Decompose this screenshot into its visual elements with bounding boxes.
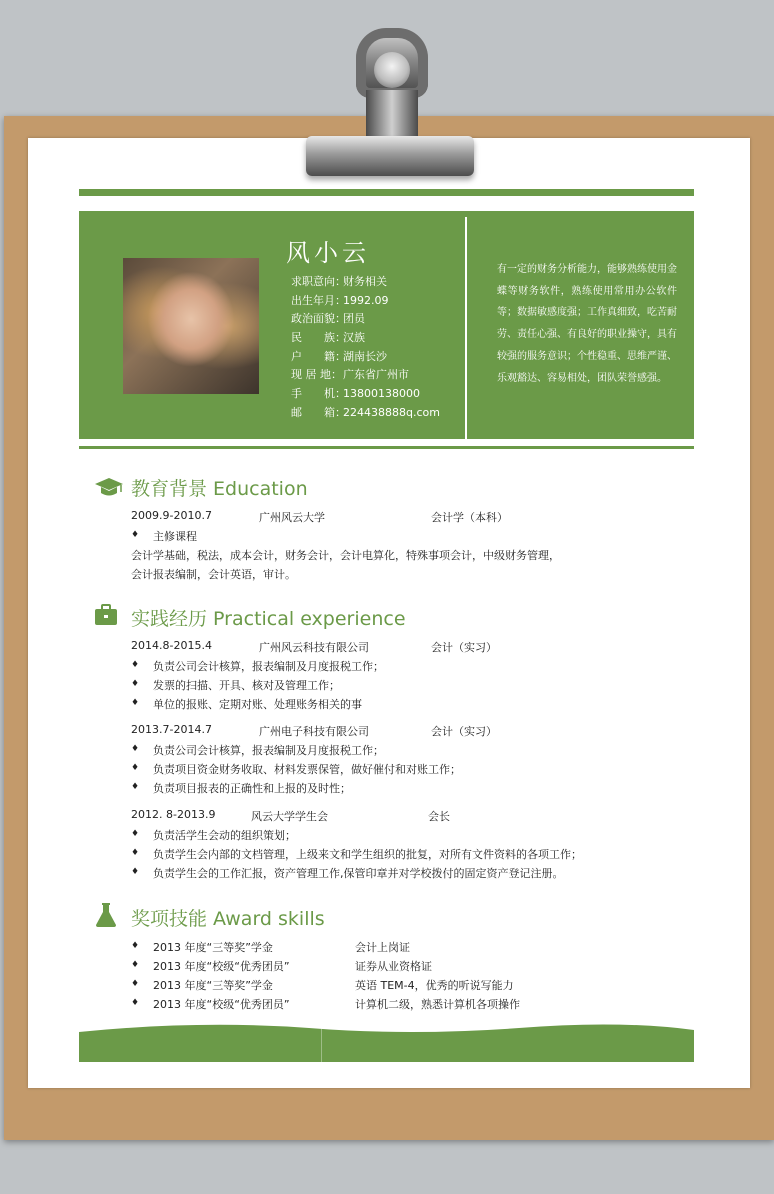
bullet-icon: ♦ (131, 530, 140, 540)
edu-course-label: 主修课程 (153, 530, 197, 543)
edu-courses-line1: 会计学基础，税法，成本会计，财务会计，会计电算化，特殊事项会计，中级财务管理， (131, 549, 560, 562)
bullet-icon: ♦ (131, 829, 140, 839)
job-item: 负责活学生会动的组织策划； (153, 829, 296, 842)
graduation-cap-icon (94, 476, 124, 498)
bullet-icon: ♦ (131, 848, 140, 858)
section-title-education: 教育背景 Education (131, 478, 308, 500)
award-item: 2013 年度“校级“优秀团员” (153, 998, 290, 1011)
section-title-practice: 实践经历 Practical experience (131, 608, 406, 630)
binder-clip-neck (366, 90, 418, 138)
binder-clip-hole (374, 52, 410, 88)
job-period: 2012. 8-2013.9 (131, 808, 216, 821)
award-item: 2013 年度“三等奖”学金 (153, 941, 273, 954)
job-item: 负责项目资金财务收取、材料发票保管，做好催付和对账工作； (153, 763, 461, 776)
header-divider (465, 217, 467, 439)
job-period: 2013.7-2014.7 (131, 723, 212, 736)
job-role: 会长 (428, 810, 450, 823)
bullet-icon: ♦ (131, 698, 140, 708)
person-name: 风小云 (286, 239, 370, 267)
info-row-political: 政治面貌：团员 (291, 312, 365, 326)
award-item: 2013 年度“校级“优秀团员” (153, 960, 290, 973)
skill-item: 英语 TEM-4，优秀的听说写能力 (355, 979, 514, 992)
job-org: 广州电子科技有限公司 (259, 725, 369, 738)
bullet-icon: ♦ (131, 679, 140, 689)
bullet-icon: ♦ (131, 960, 140, 970)
bullet-icon: ♦ (131, 782, 140, 792)
edu-school: 广州风云大学 (259, 511, 325, 524)
bullet-icon: ♦ (131, 979, 140, 989)
job-item: 负责公司会计核算，报表编制及月度报税工作； (153, 660, 384, 673)
job-item: 单位的报账、定期对账、处理账务相关的事 (153, 698, 362, 711)
job-org: 风云大学学生会 (251, 810, 328, 823)
edu-major: 会计学（本科） (431, 511, 508, 524)
edu-period: 2009.9-2010.7 (131, 509, 212, 522)
job-org: 广州风云科技有限公司 (259, 641, 369, 654)
job-role: 会计（实习） (431, 641, 497, 654)
self-summary: 有一定的财务分析能力，能够熟练使用金蝶等财务软件，熟练使用常用办公软件等；数据敏感度强；工作真细致，吃苦耐劳、责任心强、有良好的职业操守，具有较强的服务意识；个性稳重、思维严谨、乐观豁达、容易相处，团队荣誉感强。 (497, 264, 677, 384)
bullet-icon: ♦ (131, 744, 140, 754)
job-item: 发票的扫描、开具、核对及管理工作； (153, 679, 340, 692)
bullet-icon: ♦ (131, 867, 140, 877)
info-row-email: 邮 箱：224438888q.com (291, 405, 440, 419)
job-item: 负责公司会计核算，报表编制及月度报税工作； (153, 744, 384, 757)
skill-item: 会计上岗证 (355, 941, 410, 954)
footer-wave-band (79, 1024, 694, 1062)
skill-item: 证券从业资格证 (355, 960, 432, 973)
bullet-icon: ♦ (131, 998, 140, 1008)
job-item: 负责项目报表的正确性和上报的及时性； (153, 782, 351, 795)
award-item: 2013 年度“三等奖”学金 (153, 979, 273, 992)
top-accent-line (79, 189, 694, 196)
info-row-residence: 现 居 地：广东省广州市 (291, 368, 409, 382)
info-row-phone: 手 机：13800138000 (291, 387, 420, 401)
info-row-job-intent: 求职意向：财务相关 (291, 275, 387, 288)
info-row-hukou: 户 籍：湖南长沙 (291, 349, 387, 363)
profile-header (79, 211, 694, 439)
section-title-awards: 奖项技能 Award skills (131, 908, 325, 930)
job-period: 2014.8-2015.4 (131, 639, 212, 652)
personal-info (291, 273, 440, 423)
briefcase-icon (94, 604, 118, 626)
footer-wave-shape (79, 1024, 694, 1036)
flask-icon (95, 902, 117, 928)
job-role: 会计（实习） (431, 725, 497, 738)
profile-photo (123, 258, 259, 394)
job-item: 负责学生会内部的文档管理，上级来文和学生组织的批复，对所有文件资料的各项工作； (153, 848, 582, 861)
bullet-icon: ♦ (131, 941, 140, 951)
edu-courses-line2: 会计报表编制，会计英语，审计。 (131, 568, 296, 581)
bullet-icon: ♦ (131, 660, 140, 670)
header-bottom-line (79, 446, 694, 449)
job-item: 负责学生会的工作汇报，资产管理工作,保管印章并对学校拨付的固定资产登记注册。 (153, 867, 564, 880)
bullet-icon: ♦ (131, 763, 140, 773)
skill-item: 计算机二级，熟悉计算机各项操作 (355, 998, 520, 1011)
info-row-ethnicity: 民 族：汉族 (291, 331, 365, 345)
footer-seam (321, 1028, 322, 1062)
info-row-birth: 出生年月：1992.09 (291, 293, 389, 307)
binder-clip-base (306, 136, 474, 176)
